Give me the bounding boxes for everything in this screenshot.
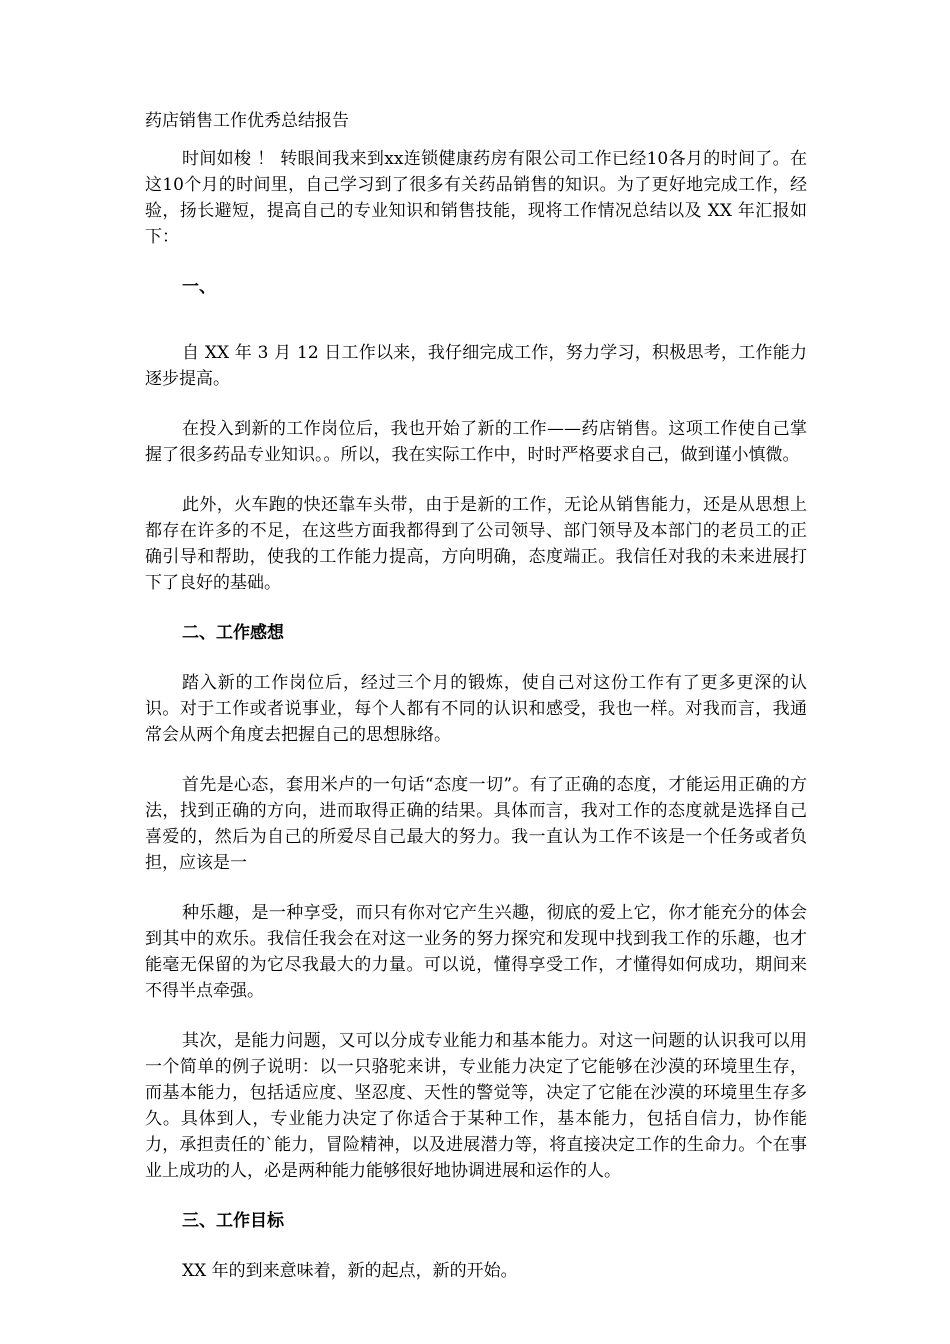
paragraph-reflection: 踏入新的工作岗位后，经过三个月的锻炼，使自己对这份工作有了更多更深的认识。对于工作或者说事业，每个人都有不同的认识和感受，我也一样。对我而言，我通常会从两个角度去把握自己的思想脉络。 [145,673,807,745]
paragraph-start-date: 自 XX 年 3 月 12 日工作以来，我仔细完成工作，努力学习，积极思考，工作能力逐步提高。 [145,343,807,389]
section-heading-3: 三、工作目标 [182,1211,284,1231]
paragraph-new-year: XX 年的到来意味着，新的起点，新的开始。 [182,1261,518,1281]
document-page [145,108,807,1308]
paragraph-enjoyment: 种乐趣，是一种享受，而只有你对它产生兴趣，彻底的爱上它，你才能充分的体会到其中的欢乐。我信任我会在对这一业务的努力探究和发现中找到我工作的乐趣，也才能毫无保留的为它尽我最大的力量。可以说，懂得享受工作，才懂得如何成功，期间来不得半点牵强。 [145,903,807,1001]
paragraph-guidance: 此外，火车跑的快还靠车头带，由于是新的工作，无论从销售能力，还是从思想上都存在许多的不足，在这些方面我都得到了公司领导、部门领导及本部门的老员工的正确引导和帮助，使我的工作能力提高，方向明确，态度端正。我信任对我的未来进展打下了良好的基础。 [145,495,807,593]
paragraph-new-position: 在投入到新的工作岗位后，我也开始了新的工作——药店销售。这项工作使自己掌握了很多药品专业知识。。所以，我在实际工作中，时时严格要求自己，做到谨小慎微。 [145,419,807,465]
document-title: 药店销售工作优秀总结报告 [145,111,349,131]
paragraph-intro: 时间如梭 ！ 转眼间我来到xx连锁健康药房有限公司工作已经10各月的时间了。在这10个月的时间里，自己学习到了很多有关药品销售的知识。为了更好地完成工作，经验，扬长避短，提高自己的专业知识和销售技能，现将工作情况总结以及 XX 年汇报如下： [145,149,807,247]
paragraph-attitude: 首先是心态，套用米卢的一句话“态度一切”。有了正确的态度，才能运用正确的方法，找到正确的方向，进而取得正确的结果。具体而言，我对工作的态度就是选择自己喜爱的，然后为自己的所爱尽自己最大的努力。我一直认为工作不该是一个任务或者负担，应该是一 [145,775,807,873]
paragraph-ability: 其次，是能力问题，又可以分成专业能力和基本能力。对这一问题的认识我可以用一个简单的例子说明：以一只骆驼来讲，专业能力决定了它能够在沙漠的环境里生存，而基本能力，包括适应度、坚忍度、天性的警觉等，决定了它能在沙漠的环境里生存多久。具体到人，专业能力决定了你适合于某种工作，基本能力，包括自信力，协作能力，承担责任的`能力，冒险精神，以及进展潜力等，将直接决定工作的生命力。个在事业上成功的人，必是两种能力能够很好地协调进展和运作的人。 [145,1031,807,1181]
section-heading-2: 二、工作感想 [182,623,284,643]
section-heading-1: 一、 [182,277,216,297]
